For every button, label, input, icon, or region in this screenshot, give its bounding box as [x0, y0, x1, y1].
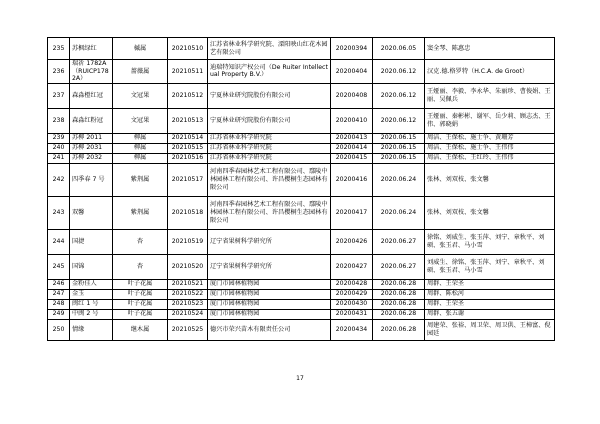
row-number-cell: 238 — [48, 108, 70, 133]
table-row — [48, 163, 555, 196]
row-number-cell: 239 — [48, 133, 70, 143]
registration-number-cell: 20210521 — [168, 279, 208, 289]
variety-name-cell: 中闽 2 号 — [70, 309, 113, 319]
publication-number-cell: 20200417 — [331, 196, 373, 229]
genus-cell: 柳属 — [113, 153, 168, 163]
table-row — [48, 254, 555, 279]
genus-cell: 叶子花属 — [113, 279, 168, 289]
publication-number-cell: 20200414 — [331, 143, 373, 153]
row-number-cell: 245 — [48, 254, 70, 279]
owner-cell: 江苏省林业科学研究院 — [208, 153, 331, 163]
breeders-cell: 刘威生、徐铭、张玉萍、刘宁、章秋平、刘硕、张玉君、马小雪 — [425, 254, 555, 279]
owner-cell: 河南四季春园林艺术工程有限公司、鄢陵中林园林工程有限公司、许昌樱桐生态园林有限公司 — [208, 163, 331, 196]
breeders-cell: 王娅丽、李毅、李永华、朱丽珍、曹俊娟、王丽、吴佩兵 — [425, 83, 555, 108]
registration-number-cell: 20210513 — [168, 108, 208, 133]
row-number-cell: 242 — [48, 163, 70, 196]
publication-date-cell: 2020.06.12 — [373, 83, 425, 108]
publication-number-cell: 20200413 — [331, 133, 373, 143]
breeders-cell: 周群、张五谢 — [425, 309, 555, 319]
row-number-cell: 235 — [48, 38, 70, 60]
table-body — [48, 38, 555, 341]
registration-number-cell: 20210522 — [168, 289, 208, 299]
publication-date-cell: 2020.06.28 — [373, 309, 425, 319]
owner-cell: 江苏省林业科学研究院、溧阳映山红花木园艺有限公司 — [208, 38, 331, 60]
table-row — [48, 279, 555, 289]
table-row — [48, 229, 555, 254]
variety-name-cell: 苏柳 2031 — [70, 143, 113, 153]
genus-cell: 叶子花属 — [113, 309, 168, 319]
breeders-cell: 王娅丽、秦彬彬、谢军、岳少莉、顾志杰、王伟、郭晓娟 — [425, 108, 555, 133]
variety-name-cell: 瑞祈 1782A（RUICP1782A） — [70, 60, 113, 84]
publication-date-cell: 2020.06.28 — [373, 289, 425, 299]
variety-name-cell: 苏柳 2011 — [70, 133, 113, 143]
variety-name-cell: 金粉佳人 — [70, 279, 113, 289]
row-number-cell: 237 — [48, 83, 70, 108]
variety-name-cell: 森淼红粉冠 — [70, 108, 113, 133]
publication-date-cell: 2020.06.24 — [373, 163, 425, 196]
row-number-cell: 249 — [48, 309, 70, 319]
breeders-cell: 周洁、王保松、王红玲、王伟伟 — [425, 153, 555, 163]
variety-name-cell: 双馨 — [70, 196, 113, 229]
registration-number-cell: 20210525 — [168, 319, 208, 340]
breeders-cell: 窦全琴、陈惠忠 — [425, 38, 555, 60]
publication-date-cell: 2020.06.28 — [373, 299, 425, 309]
row-number-cell: 250 — [48, 319, 70, 340]
publication-number-cell: 20200404 — [331, 60, 373, 84]
publication-number-cell: 20200394 — [331, 38, 373, 60]
publication-date-cell: 2020.06.28 — [373, 319, 425, 340]
variety-name-cell: 闽红 1 号 — [70, 299, 113, 309]
table-row — [48, 133, 555, 143]
genus-cell: 紫荆属 — [113, 196, 168, 229]
owner-cell: 厦门市园林植物园 — [208, 309, 331, 319]
registration-number-cell: 20210515 — [168, 143, 208, 153]
genus-cell: 紫荆属 — [113, 163, 168, 196]
publication-number-cell: 20200426 — [331, 229, 373, 254]
owner-cell: 迪瑞特知识产权公司（De Ruiter Intellectual Property B.V.） — [208, 60, 331, 84]
owner-cell: 厦门市园林植物园 — [208, 289, 331, 299]
publication-number-cell: 20200430 — [331, 299, 373, 309]
genus-cell: 叶子花属 — [113, 299, 168, 309]
row-number-cell: 247 — [48, 289, 70, 299]
breeders-cell: 汉克.德.格罗特（H.C.A. de Groot） — [425, 60, 555, 84]
publication-date-cell: 2020.06.05 — [373, 38, 425, 60]
genus-cell: 文冠果 — [113, 108, 168, 133]
publication-number-cell: 20200428 — [331, 279, 373, 289]
breeders-cell: 周洁、王保松、施士争、黄珊芳 — [425, 133, 555, 143]
owner-cell: 河南四季春园林艺术工程有限公司、鄢陵中林园林工程有限公司、许昌樱桐生态园林有限公司 — [208, 196, 331, 229]
registration-number-cell: 20210517 — [168, 163, 208, 196]
variety-name-cell: 苏枫绿红 — [70, 38, 113, 60]
publication-date-cell: 2020.06.24 — [373, 196, 425, 229]
variety-name-cell: 金玉 — [70, 289, 113, 299]
genus-cell: 蔷薇属 — [113, 60, 168, 84]
table-row — [48, 38, 555, 60]
row-number-cell: 243 — [48, 196, 70, 229]
genus-cell: 柳属 — [113, 133, 168, 143]
row-number-cell: 240 — [48, 143, 70, 153]
owner-cell: 德兴市荣兴苗木有限责任公司 — [208, 319, 331, 340]
variety-name-cell: 国捷 — [70, 229, 113, 254]
breeders-cell: 张林、刘双枝、张文馨 — [425, 163, 555, 196]
publication-number-cell: 20200415 — [331, 153, 373, 163]
table-row — [48, 153, 555, 163]
registration-number-cell: 20210518 — [168, 196, 208, 229]
publication-number-cell: 20200434 — [331, 319, 373, 340]
publication-date-cell: 2020.06.12 — [373, 60, 425, 84]
publication-date-cell: 2020.06.28 — [373, 279, 425, 289]
owner-cell: 厦门市园林植物园 — [208, 279, 331, 289]
table-row — [48, 319, 555, 340]
genus-cell: 继木属 — [113, 319, 168, 340]
variety-name-cell: 森淼橙红冠 — [70, 83, 113, 108]
genus-cell: 柳属 — [113, 143, 168, 153]
registration-number-cell: 20210523 — [168, 299, 208, 309]
table-row — [48, 60, 555, 84]
publication-number-cell: 20200427 — [331, 254, 373, 279]
owner-cell: 宁夏林业研究院股份有限公司 — [208, 83, 331, 108]
registration-number-cell: 20210516 — [168, 153, 208, 163]
breeders-cell: 周洁、王保松、施士争、王伟伟 — [425, 143, 555, 153]
row-number-cell: 241 — [48, 153, 70, 163]
table-row — [48, 196, 555, 229]
row-number-cell: 246 — [48, 279, 70, 289]
owner-cell: 辽宁省果树科学研究所 — [208, 254, 331, 279]
publication-date-cell: 2020.06.15 — [373, 143, 425, 153]
breeders-cell: 周群、陈松河 — [425, 289, 555, 299]
variety-name-cell: 苏柳 2032 — [70, 153, 113, 163]
publication-number-cell: 20200416 — [331, 163, 373, 196]
table-row — [48, 108, 555, 133]
registration-number-cell: 20210524 — [168, 309, 208, 319]
genus-cell: 槭属 — [113, 38, 168, 60]
registration-number-cell: 20210519 — [168, 229, 208, 254]
registration-number-cell: 20210514 — [168, 133, 208, 143]
variety-registry-table — [47, 37, 555, 341]
owner-cell: 厦门市园林植物园 — [208, 299, 331, 309]
genus-cell: 文冠果 — [113, 83, 168, 108]
registration-number-cell: 20210511 — [168, 60, 208, 84]
publication-date-cell: 2020.06.27 — [373, 254, 425, 279]
registration-number-cell: 20210510 — [168, 38, 208, 60]
variety-name-cell: 四季春 7 号 — [70, 163, 113, 196]
owner-cell: 江苏省林业科学研究院 — [208, 133, 331, 143]
breeders-cell: 周建荣、张裕、周卫荣、周卫供、王樟富、倪园廷 — [425, 319, 555, 340]
table-row — [48, 83, 555, 108]
publication-date-cell: 2020.06.12 — [373, 108, 425, 133]
publication-date-cell: 2020.06.15 — [373, 133, 425, 143]
variety-name-cell: 情缘 — [70, 319, 113, 340]
owner-cell: 宁夏林业研究院股份有限公司 — [208, 108, 331, 133]
owner-cell: 辽宁省果树科学研究所 — [208, 229, 331, 254]
breeders-cell: 徐铭、刘威生、张玉萍、刘宁、章秋平、刘硕、张玉君、马小雪 — [425, 229, 555, 254]
genus-cell: 叶子花属 — [113, 289, 168, 299]
genus-cell: 杏 — [113, 254, 168, 279]
publication-date-cell: 2020.06.27 — [373, 229, 425, 254]
owner-cell: 江苏省林业科学研究院 — [208, 143, 331, 153]
table-row — [48, 289, 555, 299]
publication-number-cell: 20200429 — [331, 289, 373, 299]
variety-name-cell: 国锦 — [70, 254, 113, 279]
row-number-cell: 248 — [48, 299, 70, 309]
row-number-cell: 244 — [48, 229, 70, 254]
publication-number-cell: 20200408 — [331, 83, 373, 108]
table-row — [48, 299, 555, 309]
registration-number-cell: 20210512 — [168, 83, 208, 108]
publication-number-cell: 20200410 — [331, 108, 373, 133]
genus-cell: 杏 — [113, 229, 168, 254]
breeders-cell: 周群、王荣圣 — [425, 279, 555, 289]
publication-date-cell: 2020.06.15 — [373, 153, 425, 163]
publication-number-cell: 20200431 — [331, 309, 373, 319]
page-number: 17 — [296, 375, 304, 382]
registration-number-cell: 20210520 — [168, 254, 208, 279]
row-number-cell: 236 — [48, 60, 70, 84]
breeders-cell: 周群、王荣圣 — [425, 299, 555, 309]
table-row — [48, 143, 555, 153]
table-row — [48, 309, 555, 319]
breeders-cell: 张林、刘双枝、张文馨 — [425, 196, 555, 229]
